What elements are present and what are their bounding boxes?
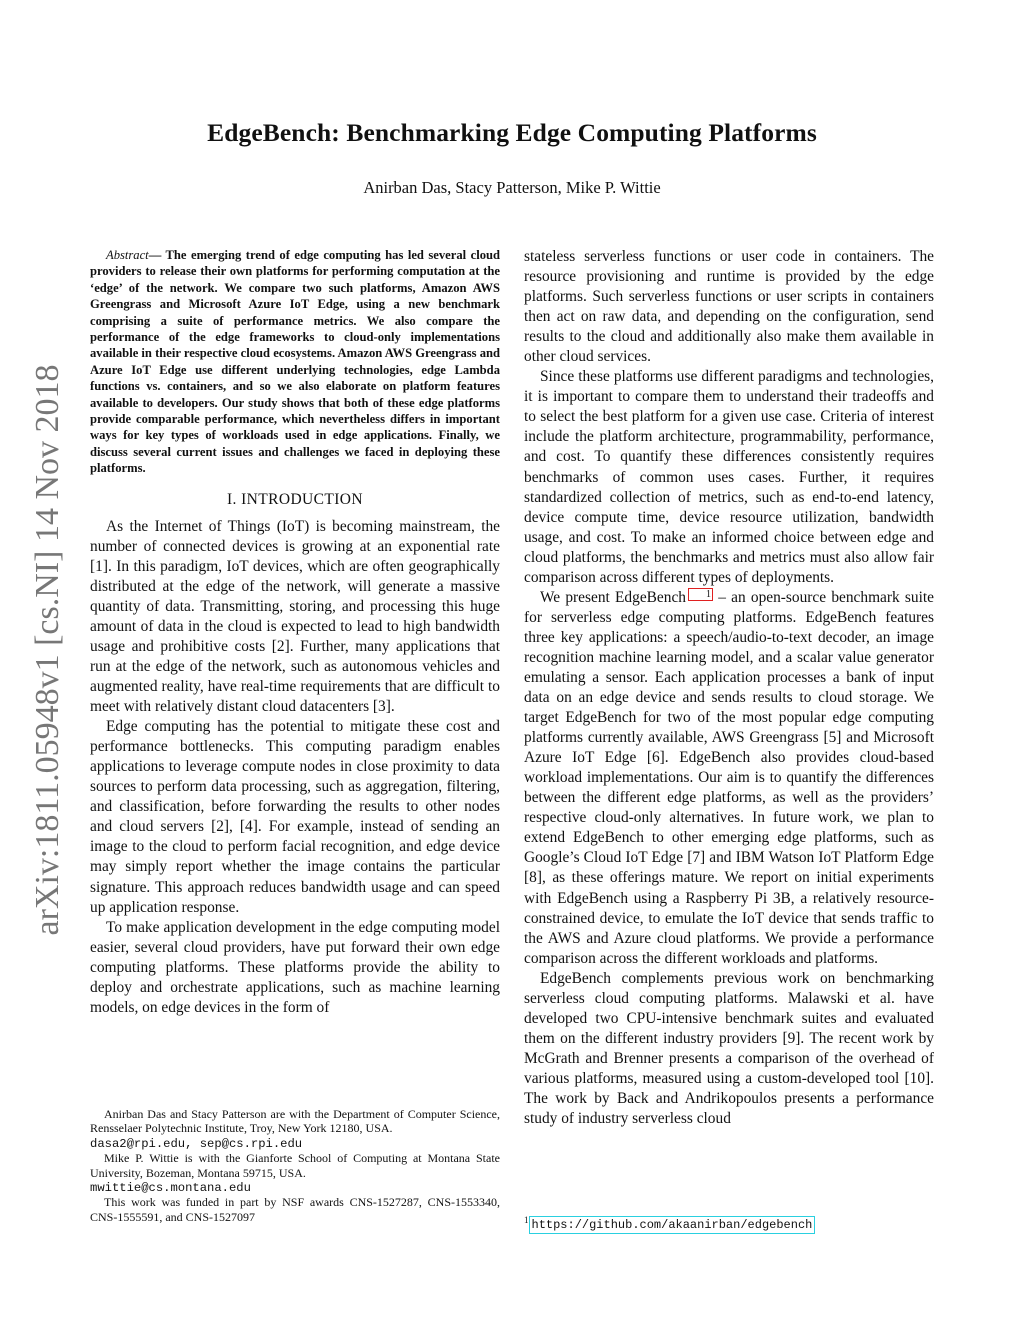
paper-title: EdgeBench: Benchmarking Edge Computing Platforms (207, 118, 817, 147)
section-heading-introduction: I. INTRODUCTION (226, 490, 363, 508)
paper-authors: Anirban Das, Stacy Patterson, Mike P. Wittie (363, 178, 661, 197)
email-2[interactable]: mwittie@cs.montana.edu (90, 1181, 251, 1196)
email-1[interactable]: dasa2@rpi.edu, sep@cs.rpi.edu (90, 1136, 303, 1151)
abstract-text: The emerging trend of edge computing has led several cloud providers to release their own platforms for performing computation at the ‘edge’ of the network. We compare two such platforms, Amazon AWS Greengrass and Microsoft Azure IoT Edge, using a new benchmark comprising a suite of performance metrics. We also compare the performance of the edge frameworks to cloud-only implementations available in their respective cloud ecosystems. Amazon AWS Greengrass and Azure IoT Edge use different underlying technologies, edge Lambda functions vs. containers, and so we also elaborate on platform features available to developers. Our study shows that both of these edge platforms provide comparable performance, which nevertheless differs in important ways for key types of workloads used in edge applications. Finally, we discuss several current issues and challenges we faced in deploying these platforms. (90, 248, 500, 476)
github-footnote (524, 1212, 934, 1234)
affiliation-footnotes (90, 1107, 500, 1224)
abstract (90, 247, 500, 477)
affiliation-1: Anirban Das and Stacy Patterson are with the Department of Computer Science, Rensselaer Polytechnic Institute, Troy, New York 12180, USA. dasa2@rpi.edu, sep@cs.rpi.edu (90, 1107, 500, 1151)
footnote-ref-link[interactable]: 1 (688, 588, 713, 601)
intro-paragraph-3: To make application development in the edge computing model easier, several cloud providers, have put forward their own edge computing platforms. These platforms provide the ability to deploy and orchestrate applications, such as machine learning models, on edge devices in the form of (90, 918, 500, 1016)
abstract-dash: — (148, 248, 162, 262)
right-column (524, 247, 934, 1129)
right-paragraph-4: EdgeBench complements previous work on benchmarking serverless cloud computing platforms. Malawski et al. have developed two CPU-intensive benchmark suites and evaluated them on the different industry providers [9]. The recent work by McGrath and Brenner presents a comparison of the overhead of various platforms, measured using a custom-developed tool [10]. The work by Back and Andrikopoulos presents a performance study of industry serverless cloud (524, 969, 934, 1128)
right-paragraph-2: Since these platforms use different paradigms and technologies, it is important to compare them to understand their tradeoffs and to select the best platform for a given use case. Criteria of interest include the platform architecture, programmability, performance, and cost. To quantify these differences consistently requires benchmarks of common uses cases. Further, it requires standardized collection of metrics, such as end-to-end latency, device compute time, device resource utilization, bandwidth usage, and cost. To make an informed choice between edge and cloud platforms, the benchmarks and metrics must also allow fair comparison across different types of deployments. (524, 368, 934, 586)
footnote-mark: 1 (524, 1215, 529, 1225)
github-url-link[interactable]: https://github.com/akaanirban/edgebench (529, 1216, 816, 1234)
right-paragraph-1: stateless serverless functions or user code in containers. The resource provisioning and runtime is provided by the edge platforms. Such serverless functions or user scripts in containers then act on raw data, and depending on the configuration, send results to the cloud and additionally also make them available in other cloud services. (524, 248, 934, 366)
intro-paragraph-1: As the Internet of Things (IoT) is becoming mainstream, the number of connected devices is growing at an exponential rate [1]. In this paradigm, IoT devices, which are often geographically distributed at the edge of the network, will generate a massive quantity of data. Transmitting, storing, and processing this huge amount of data in the cloud is expected to lead to high bandwidth usage and prohibitive costs [2]. Further, many applications that run at the edge of the network, such as autonomous vehicles and augmented reality, have real-time requirements that are difficult to meet with relatively distant cloud datacenters [3]. (90, 517, 500, 716)
affiliation-2: Mike P. Wittie is with the Gianforte School of Computing at Montana State University, Bozeman, Montana 59715, USA. mwittie@cs.montana.edu (90, 1151, 500, 1196)
intro-paragraph-2: Edge computing has the potential to mitigate these cost and performance bottlenecks. This computing paradigm enables applications to leverage compute nodes in close proximity to data sources to perform data processing, such as aggregation, filtering, and classification, before forwarding the results to other nodes and cloud servers [2], [4]. For example, instead of sending an image to the cloud to perform facial recognition, and edge device may simply report whether the image contains the particular signature. This approach reduces bandwidth usage and can speed up application response. (90, 718, 500, 916)
left-column (90, 247, 500, 1018)
right-paragraph-3: We present EdgeBench 1 – an open-source benchmark suite for serverless edge computing platforms. EdgeBench features three key applications: a speech/audio-to-text decoder, an image recognition machine learning model, and a scalar value generator emulating a sensor. Each application processes a bank of input data on an edge device and sends results to cloud storage. We target EdgeBench for two of the most popular edge computing platforms currently available, AWS Greengrass [5] and Microsoft Azure IoT Edge [6]. EdgeBench also provides cloud-based workload implementations. Our aim is to quantify the differences between the different edge platforms, as well as the providers’ respective cloud-only alternatives. In future work, we plan to extend EdgeBench to other emerging edge platforms, such as Google’s Cloud IoT Edge [7] and IBM Watson IoT Platform Edge [8], as these offerings mature. We report on initial experiments with EdgeBench using a Raspberry Pi 3B, a relatively resource-constrained device, to emulate the IoT device that sends traffic to the AWS and Azure cloud platforms. We provide a performance comparison across the different workloads and platforms. (524, 588, 934, 967)
abstract-label: Abstract (106, 248, 149, 262)
arxiv-identifier: arXiv:1811.05948v1 [cs.NI] 14 Nov 2018 (29, 364, 66, 936)
funding-note: This work was funded in part by NSF awards CNS-1527287, CNS-1553340, CNS-1555591, and CNS-1527097 (90, 1195, 500, 1224)
